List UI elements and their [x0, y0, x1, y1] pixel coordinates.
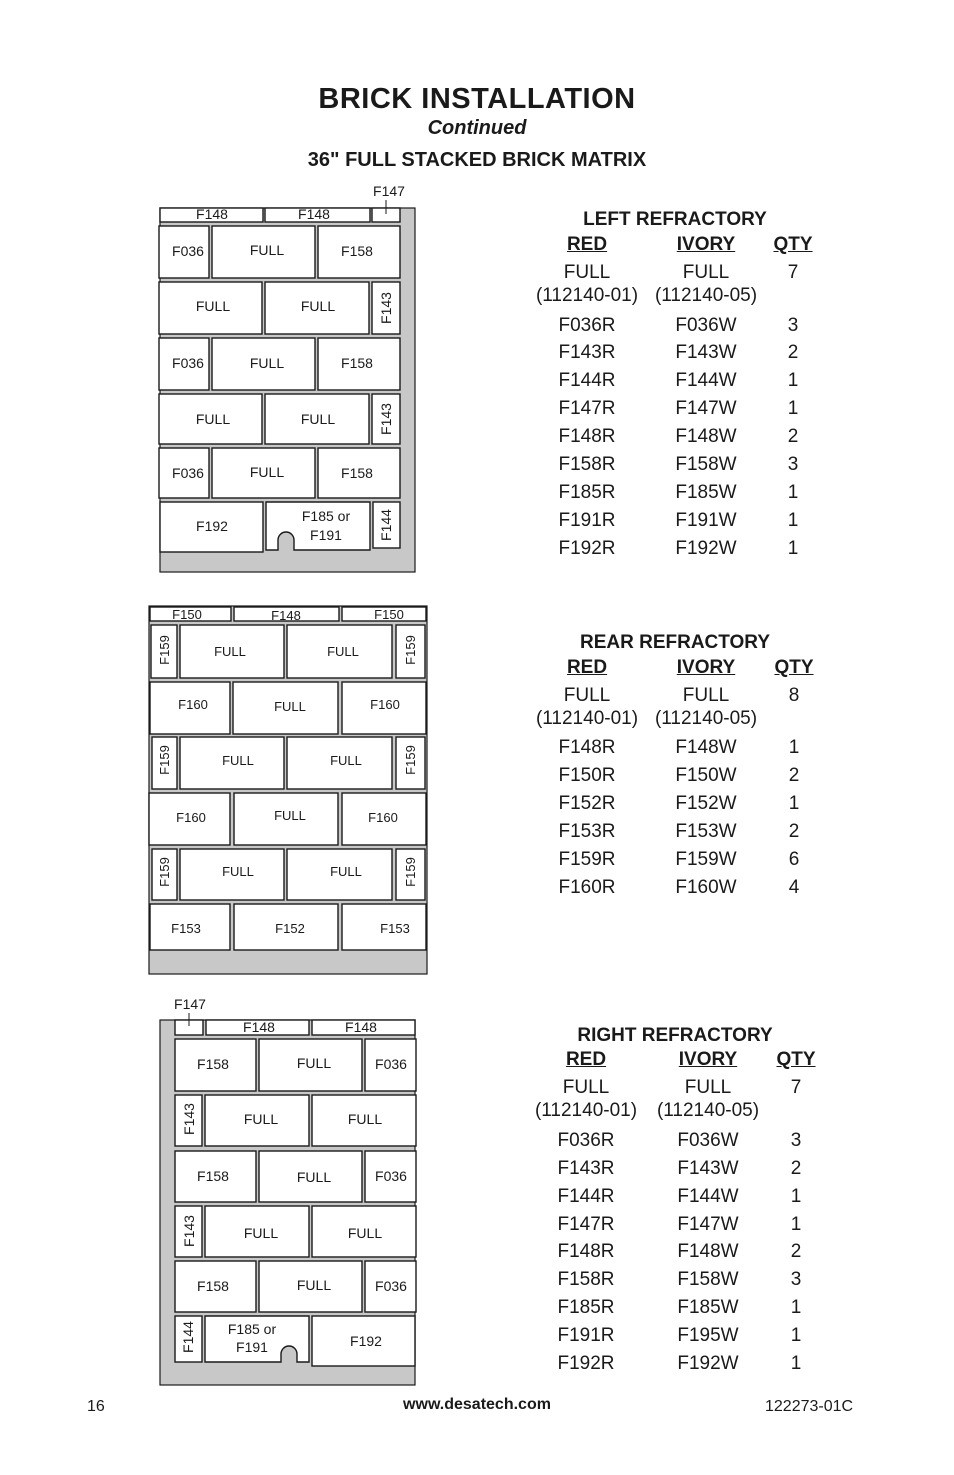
table-cell: F185W — [675, 482, 737, 503]
table-cell: F036R — [558, 315, 616, 336]
table-cell: FULL — [682, 685, 730, 706]
label-f159: F159 — [403, 857, 418, 887]
label-f150: F150 — [172, 607, 202, 622]
label-full: FULL — [274, 808, 306, 823]
table-cell: 1 — [790, 1214, 802, 1235]
table-cell: 2 — [790, 1241, 802, 1262]
label-full: FULL — [274, 699, 306, 714]
table-cell: 6 — [788, 849, 800, 870]
page-subtitle: Continued — [427, 117, 527, 139]
left-refractory-diagram — [159, 183, 415, 572]
label-full: FULL — [249, 242, 285, 258]
table-cell: F147W — [675, 398, 737, 419]
column-header-red: RED — [566, 657, 608, 678]
table-cell: F147W — [677, 1214, 739, 1235]
table-cell: (112140-01) — [534, 1100, 638, 1121]
label-full: FULL — [222, 753, 254, 768]
label-f159: F159 — [403, 745, 418, 775]
table-cell: F148W — [675, 737, 737, 758]
table-cell: F036R — [557, 1130, 615, 1151]
table-cell: F185R — [558, 482, 616, 503]
table-cell: F160R — [558, 877, 616, 898]
table-cell: F144R — [558, 370, 616, 391]
table-cell: F185R — [557, 1297, 615, 1318]
right-table-title: RIGHT REFRACTORY — [577, 1025, 773, 1046]
column-header-ivory: IVORY — [676, 234, 736, 255]
table-cell: F192R — [557, 1353, 615, 1374]
label-f159: F159 — [157, 857, 172, 887]
left-table-title: LEFT REFRACTORY — [583, 209, 767, 230]
table-cell: F195W — [677, 1325, 739, 1346]
label-f158: F158 — [197, 1278, 229, 1294]
label-f036: F036 — [375, 1278, 407, 1294]
table-cell: 3 — [787, 315, 799, 336]
label-full: FULL — [300, 411, 336, 427]
column-header-ivory: IVORY — [676, 657, 736, 678]
label-full: FULL — [296, 1169, 332, 1185]
table-cell: 2 — [788, 765, 800, 786]
label-full: FULL — [296, 1277, 332, 1293]
table-cell: 1 — [787, 370, 799, 391]
label-f147: F147 — [373, 183, 405, 199]
table-cell: F143W — [677, 1158, 739, 1179]
table-cell: 2 — [788, 821, 800, 842]
table-cell: 3 — [787, 454, 799, 475]
label-f158: F158 — [341, 243, 373, 259]
label-f148: F148 — [196, 206, 228, 222]
label-full: FULL — [195, 298, 231, 314]
column-header-qty: QTY — [774, 657, 814, 678]
column-header-red: RED — [566, 234, 608, 255]
label-f192: F192 — [350, 1333, 382, 1349]
table-cell: F144R — [557, 1186, 615, 1207]
label-f158: F158 — [197, 1056, 229, 1072]
label-full: FULL — [222, 864, 254, 879]
label-f160: F160 — [178, 697, 208, 712]
table-cell: FULL — [562, 1077, 610, 1098]
table-cell: F185W — [677, 1297, 739, 1318]
table-cell: FULL — [682, 262, 730, 283]
table-cell: 1 — [788, 793, 800, 814]
table-cell: F158R — [557, 1269, 615, 1290]
table-cell: F152W — [675, 793, 737, 814]
table-cell: (112140-01) — [535, 285, 639, 306]
table-cell: F148W — [675, 426, 737, 447]
label-f143: F143 — [378, 403, 394, 435]
label-f153: F153 — [380, 921, 410, 936]
table-cell: F153W — [675, 821, 737, 842]
label-full: FULL — [243, 1225, 279, 1241]
label-f150: F150 — [374, 607, 404, 622]
label-f159: F159 — [157, 745, 172, 775]
table-cell: F158W — [677, 1269, 739, 1290]
label-full: FULL — [330, 864, 362, 879]
label-f158: F158 — [197, 1168, 229, 1184]
label-f153: F153 — [171, 921, 201, 936]
table-cell: FULL — [684, 1077, 732, 1098]
label-f148: F148 — [243, 1019, 275, 1035]
label-f148: F148 — [271, 608, 301, 623]
table-cell: 1 — [790, 1186, 802, 1207]
label-full: FULL — [243, 1111, 279, 1127]
label-f143: F143 — [378, 292, 394, 324]
label-full: FULL — [249, 355, 285, 371]
table-cell: F147R — [558, 398, 616, 419]
label-f148: F148 — [345, 1019, 377, 1035]
label-f160: F160 — [370, 697, 400, 712]
label-f143: F143 — [181, 1103, 197, 1135]
table-cell: FULL — [563, 685, 611, 706]
table-cell: F148R — [558, 426, 616, 447]
table-cell: F192R — [558, 538, 616, 559]
label-f159: F159 — [403, 635, 418, 665]
table-cell: FULL — [563, 262, 611, 283]
table-cell: 1 — [787, 538, 799, 559]
rear-refractory-diagram — [149, 606, 427, 974]
label-f152: F152 — [275, 921, 305, 936]
page-number: 16 — [87, 1398, 105, 1415]
table-cell: F191R — [558, 510, 616, 531]
table-cell: 2 — [787, 426, 799, 447]
table-cell: F150W — [675, 765, 737, 786]
page-title: BRICK INSTALLATION — [318, 83, 636, 115]
table-cell: 1 — [787, 510, 799, 531]
label-f036: F036 — [172, 243, 204, 259]
table-cell: F143W — [675, 342, 737, 363]
label-full: FULL — [347, 1111, 383, 1127]
table-cell: F148R — [558, 737, 616, 758]
label-f144: F144 — [378, 509, 394, 541]
table-cell: F144W — [675, 370, 737, 391]
table-cell: (112140-05) — [656, 1100, 760, 1121]
table-cell: 2 — [790, 1158, 802, 1179]
table-cell: F144W — [677, 1186, 739, 1207]
table-cell: F153R — [558, 821, 616, 842]
website-link[interactable]: www.desatech.com — [403, 1396, 551, 1413]
label-f160: F160 — [176, 810, 206, 825]
table-cell: F158R — [558, 454, 616, 475]
table-cell: 1 — [790, 1325, 802, 1346]
label-f036: F036 — [172, 465, 204, 481]
document-number: 122273-01C — [765, 1398, 854, 1415]
matrix-title: 36" FULL STACKED BRICK MATRIX — [307, 149, 647, 171]
table-cell: F159R — [558, 849, 616, 870]
table-cell: F192W — [677, 1353, 739, 1374]
label-f192: F192 — [196, 518, 228, 534]
table-cell: F143R — [558, 342, 616, 363]
table-cell: 2 — [787, 342, 799, 363]
table-cell: 4 — [788, 877, 800, 898]
label-f158: F158 — [341, 465, 373, 481]
table-cell: F191R — [557, 1325, 615, 1346]
rear-table-title: REAR REFRACTORY — [579, 632, 770, 653]
table-cell: F148R — [557, 1241, 615, 1262]
table-cell: 8 — [788, 685, 800, 706]
table-cell: 1 — [790, 1353, 802, 1374]
right-refractory-diagram — [160, 996, 416, 1385]
label-full: FULL — [296, 1055, 332, 1071]
label-f036: F036 — [375, 1168, 407, 1184]
label-f159: F159 — [157, 635, 172, 665]
label-full: FULL — [347, 1225, 383, 1241]
table-cell: F159W — [675, 849, 737, 870]
label-full: FULL — [214, 644, 246, 659]
table-cell: 1 — [790, 1297, 802, 1318]
table-cell: F036W — [677, 1130, 739, 1151]
table-cell: 3 — [790, 1130, 802, 1151]
table-cell: 3 — [790, 1269, 802, 1290]
label-f185-or: F185 or — [227, 1321, 277, 1337]
column-header-ivory: IVORY — [678, 1049, 738, 1070]
column-header-qty: QTY — [776, 1049, 816, 1070]
table-cell: F148W — [677, 1241, 739, 1262]
label-full: FULL — [195, 411, 231, 427]
label-f147: F147 — [174, 996, 206, 1012]
table-cell: F150R — [558, 765, 616, 786]
label-f036: F036 — [375, 1056, 407, 1072]
label-full: FULL — [300, 298, 336, 314]
column-header-red: RED — [565, 1049, 607, 1070]
label-f144: F144 — [180, 1321, 196, 1353]
label-f191: F191 — [310, 527, 342, 543]
table-cell: F036W — [675, 315, 737, 336]
table-cell: F192W — [675, 538, 737, 559]
table-cell: F152R — [558, 793, 616, 814]
table-cell: (112140-05) — [654, 285, 758, 306]
table-cell: F143R — [557, 1158, 615, 1179]
label-full: FULL — [330, 753, 362, 768]
label-f148: F148 — [298, 206, 330, 222]
label-full: FULL — [327, 644, 359, 659]
table-cell: (112140-01) — [535, 708, 639, 729]
label-f143: F143 — [181, 1215, 197, 1247]
table-cell: F158W — [675, 454, 737, 475]
label-f191: F191 — [236, 1339, 268, 1355]
label-f185-or: F185 or — [301, 508, 351, 524]
label-full: FULL — [249, 464, 285, 480]
table-cell: 7 — [790, 1077, 802, 1098]
table-cell: 1 — [787, 482, 799, 503]
column-header-qty: QTY — [773, 234, 813, 255]
label-f160: F160 — [368, 810, 398, 825]
table-cell: 1 — [788, 737, 800, 758]
table-cell: 7 — [787, 262, 799, 283]
table-cell: (112140-05) — [654, 708, 758, 729]
table-cell: 1 — [787, 398, 799, 419]
table-cell: F191W — [675, 510, 737, 531]
table-cell: F160W — [675, 877, 737, 898]
label-f036: F036 — [172, 355, 204, 371]
table-cell: F147R — [557, 1214, 615, 1235]
label-f158: F158 — [341, 355, 373, 371]
